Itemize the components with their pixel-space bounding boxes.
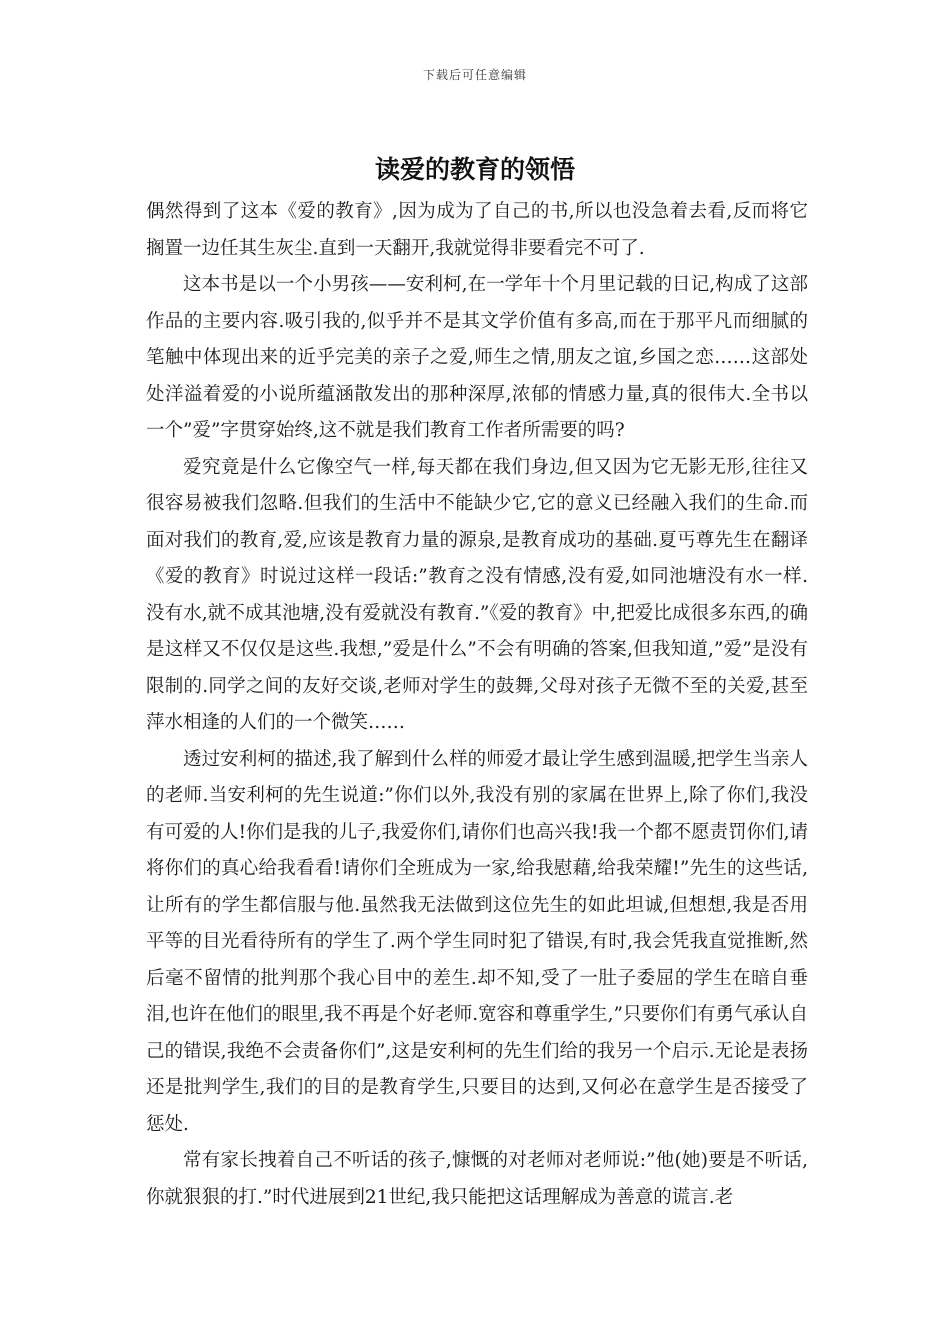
paragraph-2: 这本书是以一个小男孩——安利柯,在一学年十个月里记载的日记,构成了这部作品的主要内容.吸引我的,似乎并不是其文学价值有多高,而在于那平凡而细腻的笔触中体现出来的近乎完美的亲子之爱,师生之情,朋友之谊,乡国之恋……这部处处洋溢着爱的小说所蕴涵散发出的那种深厚,浓郁的情感力量,真的很伟大.全书以一个”爱”字贯穿始终,这不就是我们教育工作者所需要的吗? bbox=[146, 274, 808, 441]
header-note: 下载后可任意编辑 bbox=[422, 68, 527, 82]
paragraph-5: 常有家长拽着自己不听话的孩子,慷慨的对老师对老师说:”他(她)要是不听话,你就狠狠的打.”时代进展到21世纪,我只能把这话理解成为善意的谎言.老 bbox=[146, 1150, 808, 1208]
document-title: 读爱的教育的领悟 bbox=[374, 155, 575, 184]
paragraph-4: 透过安利柯的描述,我了解到什么样的师爱才最让学生感到温暖,把学生当亲人的老师.当安利柯的先生说道:”你们以外,我没有别的家属在世界上,除了你们,我没有可爱的人!你们是我的儿子,我爱你们,请你们也高兴我!我一个都不愿责罚你们,请将你们的真心给我看看!请你们全班成为一家,给我慰藉,给我荣耀!”先生的这些话,让所有的学生都信服与他.虽然我无法做到这位先生的如此坦诚,但想想,我是否用平等的目光看待所有的学生了.两个学生同时犯了错误,有时,我会凭我直觉推断,然后毫不留情的批判那个我心目中的差生.却不知,受了一肚子委屈的学生在暗自垂泪,也许在他们的眼里,我不再是个好老师.宽容和尊重学生,”只要你们有勇气承认自己的错误,我绝不会责备你们”,这是安利柯的先生们给的我另一个启示.无论是表扬还是批判学生,我们的目的是教育学生,只要目的达到,又何必在意学生是否接受了惩处. bbox=[146, 748, 808, 1135]
document-body bbox=[146, 194, 808, 1216]
paragraph-1: 偶然得到了这本《爱的教育》,因为成为了自己的书,所以也没急着去看,反而将它搁置一边任其生灰尘.直到一天翻开,我就觉得非要看完不可了. bbox=[146, 201, 808, 259]
paragraph-3: 爱究竟是什么它像空气一样,每天都在我们身边,但又因为它无影无形,往往又很容易被我们忽略.但我们的生活中不能缺少它,它的意义已经融入我们的生命.而面对我们的教育,爱,应该是教育力量的源泉,是教育成功的基础.夏丐尊先生在翻译《爱的教育》时说过这样一段话:”教育之没有情感,没有爱,如同池塘没有水一样.没有水,就不成其池塘,没有爱就没有教育.”《爱的教育》中,把爱比成很多东西,的确是这样又不仅仅是这些.我想,”爱是什么”不会有明确的答案,但我知道,”爱”是没有限制的.同学之间的友好交谈,老师对学生的鼓舞,父母对孩子无微不至的关爱,甚至萍水相逢的人们的一个微笑…… bbox=[146, 456, 808, 733]
